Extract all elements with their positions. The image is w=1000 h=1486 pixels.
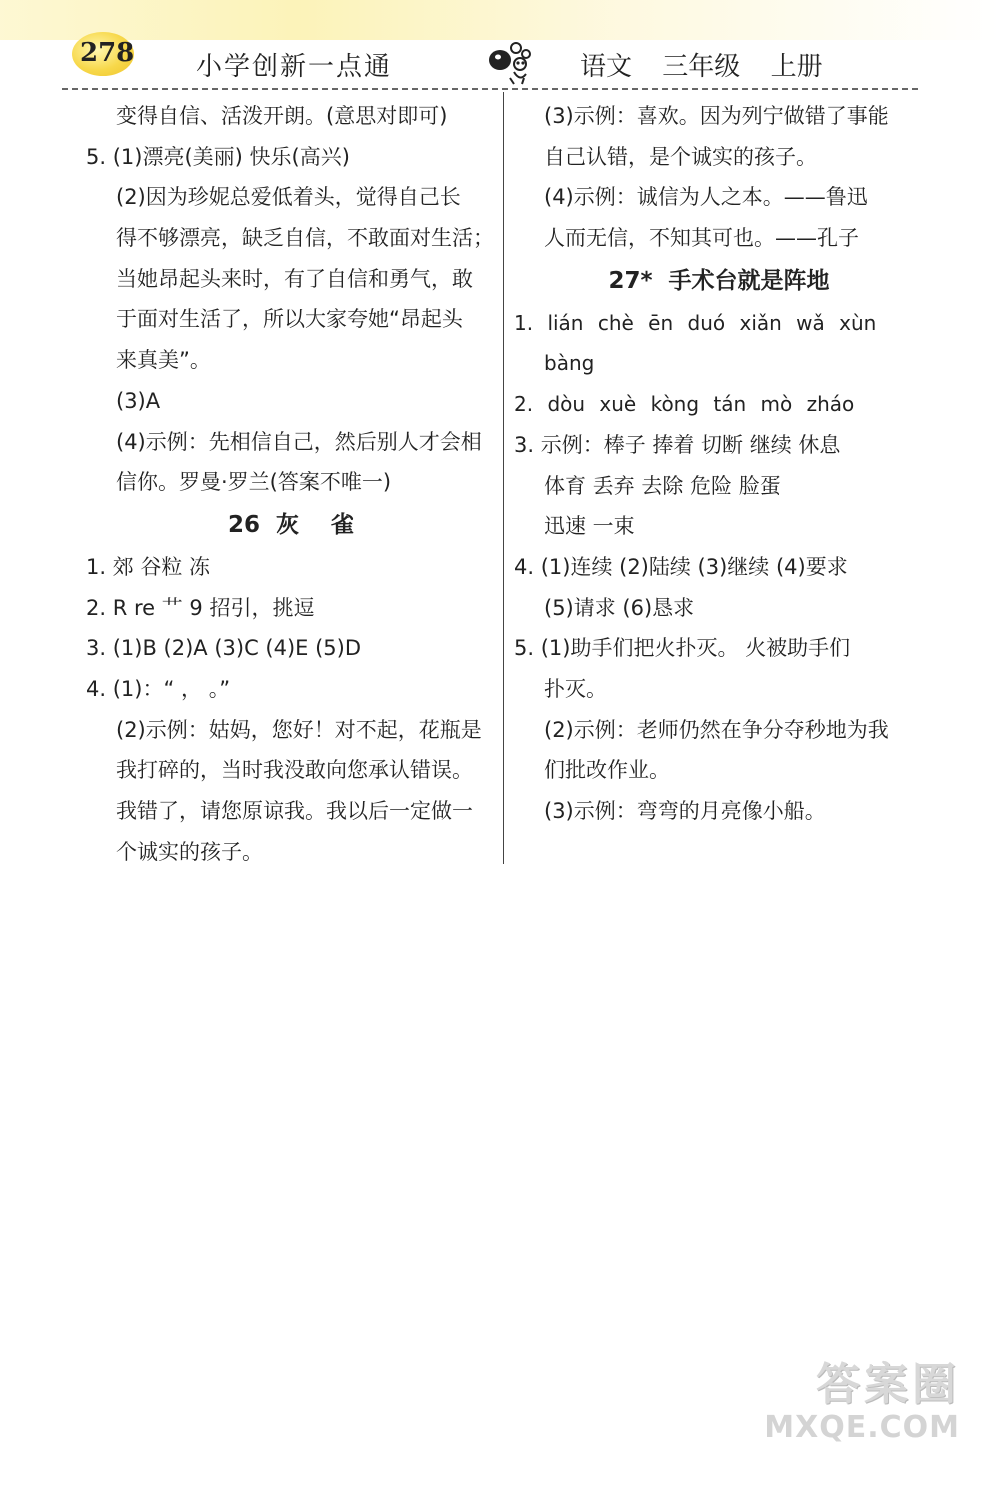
answer-line: 5. (1)漂亮(美丽) 快乐(高兴): [86, 144, 350, 169]
column-divider: [503, 92, 504, 864]
answer-line: 2. dòu xuè kòng tán mò zháo: [514, 392, 855, 417]
right-column: [514, 96, 924, 832]
answer-line: bàng: [544, 351, 595, 376]
answer-line: 扑灭。: [544, 676, 607, 701]
answer-line: (3)A: [116, 388, 161, 413]
answer-line: 自己认错，是个诚实的孩子。: [544, 144, 817, 169]
answer-line: 体育 丢弃 去除 危险 脸蛋: [544, 473, 781, 498]
watermark-logo: 答案圈: [816, 1359, 960, 1410]
answer-line: 1. lián chè ēn duó xiǎn wǎ xùn: [514, 310, 877, 335]
answer-line: 来真美”。: [116, 348, 211, 373]
answer-line: (3)示例：弯弯的月亮像小船。: [544, 799, 826, 823]
answer-line: 3. 示例：棒子 捧着 切断 继续 休息: [514, 432, 841, 457]
section-heading: 26 灰 雀: [227, 511, 355, 538]
answer-line: (2)因为珍妮总爱低着头，觉得自己长: [116, 185, 461, 210]
answer-line: 于面对生活了，所以大家夸她“昂起头: [116, 307, 463, 332]
answer-line: (4)示例：先相信自己，然后别人才会相: [116, 429, 482, 454]
watermark: [730, 1348, 970, 1458]
book-title: 小学创新一点通: [196, 52, 393, 82]
answer-line: 迅速 一束: [544, 514, 635, 539]
answer-line: 得不够漂亮，缺乏自信，不敢面对生活；: [116, 226, 494, 251]
answer-line: 我打碎的，当时我没敢向您承认错误。: [116, 758, 473, 783]
answer-line: 4. (1)连续 (2)陆续 (3)继续 (4)要求: [514, 554, 848, 579]
answer-line: 当她昂起头来时，有了自信和勇气，敢: [116, 266, 473, 291]
book-info: [580, 46, 845, 83]
cartoon-mascot-icon: [484, 38, 536, 86]
answer-line: 5. (1)助手们把火扑灭。 火被助手们: [514, 636, 851, 661]
volume-label: 上册: [770, 52, 823, 82]
answer-line: 2. R re 艹 9 招引，挑逗: [86, 595, 315, 620]
answer-line: 3. (1)B (2)A (3)C (4)E (5)D: [86, 636, 362, 661]
answer-line: 1. 郊 谷粒 冻: [86, 554, 211, 579]
answer-line: (2)示例：老师仍然在争分夺秒地为我: [544, 717, 889, 742]
left-column: [86, 96, 496, 872]
answer-line: 信你。罗曼·罗兰(答案不唯一): [116, 470, 392, 495]
answer-line: 变得自信、活泼开朗。(意思对即可): [116, 104, 448, 128]
answer-line: 们批改作业。: [544, 758, 670, 783]
answer-line: 个诚实的孩子。: [116, 839, 263, 864]
answer-line: 我错了，请您原谅我。我以后一定做一: [116, 799, 473, 823]
answer-line: (3)示例：喜欢。因为列宁做错了事能: [544, 104, 889, 128]
header-highlight: [0, 0, 1000, 40]
answer-line: (5)请求 (6)恳求: [544, 595, 695, 620]
subject-label: 语文: [580, 52, 633, 82]
answer-line: (4)示例：诚信为人之本。——鲁迅: [544, 185, 868, 210]
section-heading: 27* 手术台就是阵地: [608, 267, 830, 294]
answer-line: 4. (1)：“ ， 。”: [86, 676, 231, 701]
answer-line: 人而无信，不知其可也。——孔子: [544, 226, 859, 251]
page-number: 278: [80, 38, 135, 68]
answer-line: (2)示例：姑妈，您好！对不起，花瓶是: [116, 717, 482, 742]
grade-label: 三年级: [662, 52, 741, 82]
watermark-url: MXQE.COM: [764, 1410, 960, 1445]
header-divider: [62, 88, 918, 90]
